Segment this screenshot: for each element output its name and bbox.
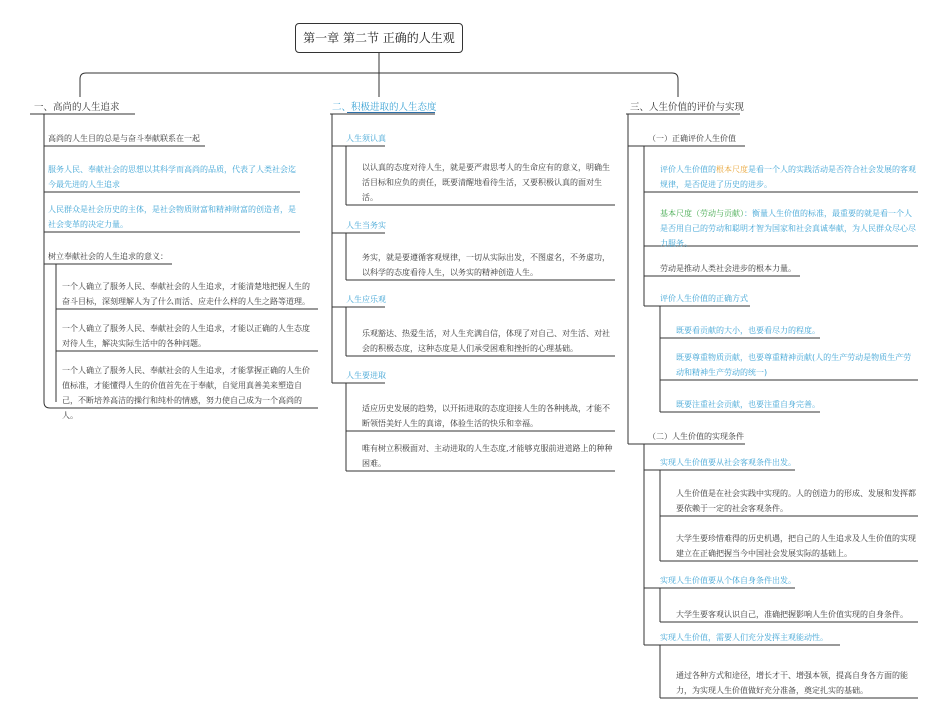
node-3-1-1-post: 是看一个人的实践活动是否符合社会发展的客观规律，是否促进了历史的进步。 [660, 165, 916, 189]
node-3-2-2-a[interactable]: 大学生要客观认识自己，准确把握影响人生价值实现的自身条件。 [676, 610, 908, 619]
node-2-2[interactable]: 人生当务实 [346, 221, 386, 230]
node-3-1-3[interactable]: 劳动是推动人类社会进步的根本力量。 [660, 264, 796, 273]
node-3-2-3-a[interactable]: 通过各种方式和途径，增长才干、增强本领，提高自身各方面的能力，为实现人生价值做好充分准备，奠定扎实的基础。 [676, 671, 908, 695]
node-3-2-3[interactable]: 实现人生价值，需要人们充分发挥主观能动性。 [660, 633, 828, 642]
node-3-1-2[interactable] [660, 206, 918, 251]
node-3-2-1-a[interactable]: 人生价值是在社会实践中实现的。人的创造力的形成、发展和发挥都要依赖于一定的社会客观条件。 [676, 489, 916, 513]
node-1-4-c[interactable]: 一个人确立了服务人民、奉献社会的人生追求，才能掌握正确的人生价值标准，才能懂得人生的价值首先在于奉献，自觉用真善美来塑造自己，不断培养高洁的操行和纯朴的情感，努力使自己成为一个高尚的人。 [62, 366, 310, 420]
node-2-4-text-1[interactable]: 适应历史发展的趋势，以开拓进取的态度迎接人生的各种挑战，才能不断领悟美好人生的真谛，体验生活的快乐和幸福。 [362, 404, 610, 428]
node-3-1-4-c[interactable]: 既要注重社会贡献，也要注重自身完善。 [676, 400, 820, 409]
node-1-4-b[interactable]: 一个人确立了服务人民、奉献社会的人生追求，才能以正确的人生态度对待人生，解决实际生活中的各种问题。 [62, 324, 310, 348]
node-3-1-2-highlight: 基本尺度（劳动与贡献） [660, 209, 744, 218]
root-node[interactable]: 第一章 第二节 正确的人生观 [295, 23, 463, 53]
node-3-2-1-b[interactable]: 大学生要珍惜难得的历史机遇，把自己的人生追求及人生价值的实现建立在正确把握当今中国社会发展实际的基础上。 [676, 534, 916, 558]
node-3-2[interactable]: （二）人生价值的实现条件 [648, 432, 744, 441]
node-1-1[interactable]: 高尚的人生目的总是与奋斗奉献联系在一起 [48, 134, 200, 143]
node-3-1-4-b[interactable]: 既要尊重物质贡献，也要尊重精神贡献(人的生产劳动是物质生产劳动和精神生产劳动的统一) [676, 353, 912, 377]
node-3-2-2[interactable]: 实现人生价值要从个体自身条件出发。 [660, 576, 796, 585]
branch-2-underline [347, 112, 435, 113]
node-3-1-1-highlight: 根本尺度 [716, 165, 748, 174]
node-3-1-4[interactable]: 评价人生价值的正确方式 [660, 294, 748, 303]
node-2-1[interactable]: 人生须认真 [346, 134, 386, 143]
node-2-4-text-2[interactable]: 唯有树立积极面对、主动进取的人生态度,才能够克服前进道路上的种种困难。 [362, 444, 613, 468]
node-2-2-text[interactable]: 务实，就是要遵循客观规律，一切从实际出发，不图虚名，不务虚功，以科学的态度看待人生，以务实的精神创造人生。 [362, 253, 610, 277]
node-3-2-1[interactable]: 实现人生价值要从社会客观条件出发。 [660, 458, 796, 467]
node-2-3-text[interactable]: 乐观豁达、热爱生活，对人生充满自信，体现了对自己、对生活、对社会的积极态度，这种态度是人们承受困难和挫折的心理基础。 [362, 329, 610, 353]
node-3-1-1[interactable] [660, 162, 918, 192]
node-3-1[interactable]: （一）正确评价人生价值 [648, 134, 736, 143]
node-1-4-a[interactable]: 一个人确立了服务人民、奉献社会的人生追求，才能清楚地把握人生的奋斗目标，深刻理解人为了什么而活、应走什么样的人生之路等道理。 [62, 282, 310, 306]
branch-2-title[interactable]: 二、积极进取的人生态度 [332, 102, 437, 113]
node-2-1-text[interactable]: 以认真的态度对待人生，就是要严肃思考人的生命应有的意义，明确生活目标和应负的责任，既要清醒地看待生活，又要积极认真的面对生活。 [362, 163, 610, 202]
node-1-3[interactable]: 人民群众是社会历史的主体，是社会物质财富和精神财富的创造者，是社会变革的决定力量。 [48, 205, 296, 229]
node-3-1-4-a[interactable]: 既要看贡献的大小，也要看尽力的程度。 [676, 326, 820, 335]
node-2-4[interactable]: 人生要进取 [346, 371, 386, 380]
node-1-2[interactable]: 服务人民、奉献社会的思想以其科学而高尚的品质，代表了人类社会迄今最先进的人生追求 [48, 165, 296, 189]
branch-3-title[interactable]: 三、人生价值的评价与实现 [630, 102, 745, 113]
branch-1-title[interactable]: 一、高尚的人生追求 [34, 102, 120, 113]
node-3-1-1-pre: 评价人生价值的 [660, 165, 716, 174]
node-2-3[interactable]: 人生应乐观 [346, 295, 386, 304]
node-3-1-2-post: ：衡量人生价值的标准，最重要的就是看一个人是否用自己的劳动和聪明才智为国家和社会真诚奉献，为人民群众尽心尽力服务。 [660, 209, 916, 248]
node-1-4[interactable]: 树立奉献社会的人生追求的意义： [48, 252, 168, 261]
